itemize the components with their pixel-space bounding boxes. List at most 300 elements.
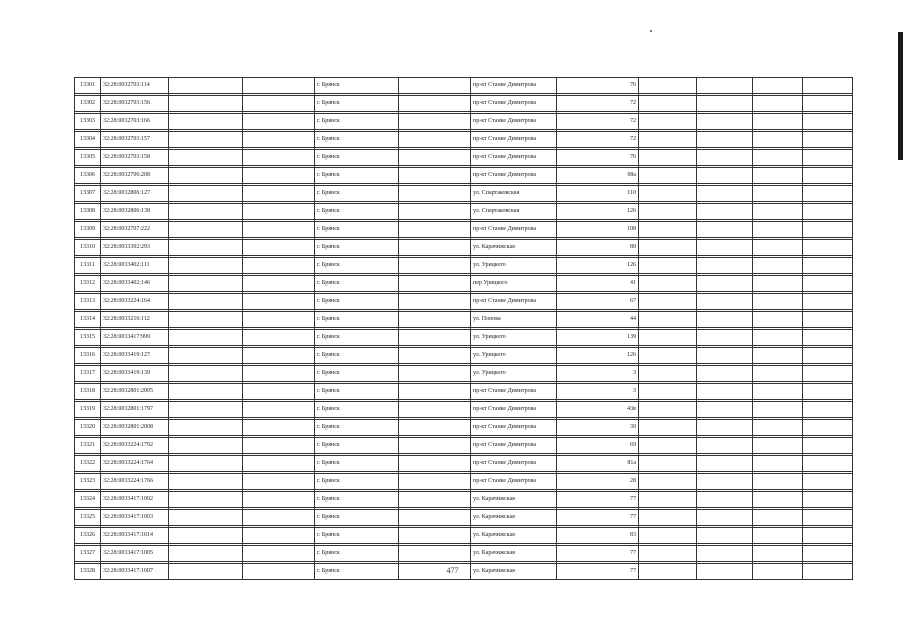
cell-city: г. Брянск bbox=[315, 276, 399, 292]
cell-empty bbox=[753, 132, 803, 148]
cell-street: пр-кт Станке Димитрова bbox=[471, 150, 557, 166]
cell-cadastral-number: 32:28:0032707:222 bbox=[101, 222, 169, 238]
cell-empty bbox=[399, 510, 471, 526]
cell-record-number: 13326 bbox=[75, 528, 101, 544]
table-row bbox=[75, 546, 853, 562]
cell-house-number: 77 bbox=[557, 564, 639, 580]
cell-empty bbox=[243, 420, 315, 436]
cell-street: пр-кт Станке Димитрова bbox=[471, 168, 557, 184]
cell-empty bbox=[639, 510, 697, 526]
cell-empty bbox=[639, 78, 697, 94]
cell-cadastral-number: 32:28:0033417:1007 bbox=[101, 564, 169, 580]
cell-empty bbox=[753, 528, 803, 544]
cell-record-number: 13318 bbox=[75, 384, 101, 400]
cell-empty bbox=[399, 474, 471, 490]
cell-house-number: 98а bbox=[557, 168, 639, 184]
table-row bbox=[75, 294, 853, 310]
cell-empty bbox=[399, 150, 471, 166]
cell-city: г. Брянск bbox=[315, 330, 399, 346]
cell-record-number: 13301 bbox=[75, 78, 101, 94]
cell-empty bbox=[803, 78, 853, 94]
cell-record-number: 13324 bbox=[75, 492, 101, 508]
cell-empty bbox=[639, 96, 697, 112]
cell-empty bbox=[399, 222, 471, 238]
page-number: 477 bbox=[446, 566, 459, 575]
cell-street: ул. Урицкого bbox=[471, 348, 557, 364]
table-row bbox=[75, 150, 853, 166]
cell-empty bbox=[697, 402, 753, 418]
cell-empty bbox=[697, 186, 753, 202]
cell-empty bbox=[753, 546, 803, 562]
cell-empty bbox=[399, 294, 471, 310]
cell-street: ул. Карачижская bbox=[471, 492, 557, 508]
cell-house-number: 126 bbox=[557, 204, 639, 220]
cell-empty bbox=[803, 456, 853, 472]
cell-empty bbox=[399, 402, 471, 418]
table-row bbox=[75, 204, 853, 220]
cell-house-number: 77 bbox=[557, 546, 639, 562]
cell-city: г. Брянск bbox=[315, 150, 399, 166]
cell-street: пр-кт Станке Димитрова bbox=[471, 474, 557, 490]
cell-empty bbox=[639, 492, 697, 508]
cell-cadastral-number: 32:28:0033419:139 bbox=[101, 366, 169, 382]
cell-street: ул. Урицкого bbox=[471, 330, 557, 346]
cell-cadastral-number: 32:28:0033417:1003 bbox=[101, 510, 169, 526]
table-row bbox=[75, 492, 853, 508]
cell-record-number: 13313 bbox=[75, 294, 101, 310]
cell-empty bbox=[243, 96, 315, 112]
cell-cadastral-number: 32:28:0033224:1764 bbox=[101, 456, 169, 472]
cell-empty bbox=[697, 420, 753, 436]
cell-house-number: 69 bbox=[557, 438, 639, 454]
cell-cadastral-number: 32:28:0033224:1766 bbox=[101, 474, 169, 490]
cell-cadastral-number: 32:28:0032801:2008 bbox=[101, 420, 169, 436]
cell-street: пр-кт Станке Димитрова bbox=[471, 402, 557, 418]
cell-empty bbox=[753, 510, 803, 526]
cell-empty bbox=[399, 420, 471, 436]
cell-street: пер Урицкого bbox=[471, 276, 557, 292]
cell-record-number: 13315 bbox=[75, 330, 101, 346]
cell-record-number: 13319 bbox=[75, 402, 101, 418]
cell-empty bbox=[639, 132, 697, 148]
cell-empty bbox=[169, 330, 243, 346]
cell-cadastral-number: 32:28:0032806:127 bbox=[101, 186, 169, 202]
cell-city: г. Брянск bbox=[315, 204, 399, 220]
cell-empty bbox=[243, 348, 315, 364]
cell-city: г. Брянск bbox=[315, 456, 399, 472]
table-row bbox=[75, 312, 853, 328]
cell-city: г. Брянск bbox=[315, 492, 399, 508]
cell-empty bbox=[697, 258, 753, 274]
cell-street: ул. Карачижская bbox=[471, 510, 557, 526]
cell-empty bbox=[169, 258, 243, 274]
cell-house-number: 67 bbox=[557, 294, 639, 310]
cell-empty bbox=[803, 420, 853, 436]
cell-empty bbox=[753, 312, 803, 328]
cell-empty bbox=[697, 456, 753, 472]
cell-empty bbox=[697, 312, 753, 328]
cell-empty bbox=[803, 150, 853, 166]
cell-empty bbox=[169, 474, 243, 490]
cell-empty bbox=[697, 96, 753, 112]
cell-empty bbox=[639, 222, 697, 238]
cell-city: г. Брянск bbox=[315, 546, 399, 562]
cell-empty bbox=[753, 492, 803, 508]
cell-empty bbox=[803, 366, 853, 382]
cell-empty bbox=[697, 492, 753, 508]
table-row bbox=[75, 474, 853, 490]
cell-house-number: 41 bbox=[557, 276, 639, 292]
cell-house-number: 139 bbox=[557, 330, 639, 346]
cell-city: г. Брянск bbox=[315, 312, 399, 328]
cell-house-number: 3 bbox=[557, 366, 639, 382]
cell-empty bbox=[697, 150, 753, 166]
cell-house-number: 72 bbox=[557, 114, 639, 130]
cell-empty bbox=[243, 186, 315, 202]
cell-empty bbox=[169, 222, 243, 238]
cell-empty bbox=[169, 186, 243, 202]
cell-empty bbox=[169, 438, 243, 454]
cell-empty bbox=[753, 474, 803, 490]
cell-empty bbox=[639, 330, 697, 346]
cell-city: г. Брянск bbox=[315, 510, 399, 526]
cell-empty bbox=[169, 276, 243, 292]
cell-empty bbox=[697, 114, 753, 130]
cell-empty bbox=[803, 294, 853, 310]
cell-empty bbox=[639, 438, 697, 454]
cell-empty bbox=[243, 402, 315, 418]
cell-record-number: 13328 bbox=[75, 564, 101, 580]
cell-empty bbox=[803, 474, 853, 490]
cell-cadastral-number: 32:28:0032703:156 bbox=[101, 96, 169, 112]
cell-empty bbox=[169, 546, 243, 562]
cell-empty bbox=[697, 438, 753, 454]
cell-cadastral-number: 32:28:0033402:111 bbox=[101, 258, 169, 274]
cell-empty bbox=[169, 114, 243, 130]
cell-city: г. Брянск bbox=[315, 114, 399, 130]
table-row bbox=[75, 222, 853, 238]
scan-edge-mark bbox=[898, 32, 903, 160]
cell-house-number: 43в bbox=[557, 402, 639, 418]
cell-cadastral-number: 32:28:0032806:138 bbox=[101, 204, 169, 220]
cell-empty bbox=[753, 78, 803, 94]
table-row bbox=[75, 456, 853, 472]
table-row bbox=[75, 186, 853, 202]
cell-city: г. Брянск bbox=[315, 564, 399, 580]
table-row bbox=[75, 348, 853, 364]
cell-city: г. Брянск bbox=[315, 78, 399, 94]
cell-record-number: 13327 bbox=[75, 546, 101, 562]
cell-cadastral-number: 32:28:0032801:1797 bbox=[101, 402, 169, 418]
cell-empty bbox=[169, 456, 243, 472]
cell-empty bbox=[169, 528, 243, 544]
cell-house-number: 81а bbox=[557, 456, 639, 472]
cell-cadastral-number: 32:28:0033224:164 bbox=[101, 294, 169, 310]
cell-empty bbox=[753, 276, 803, 292]
cell-empty bbox=[243, 456, 315, 472]
cell-street: пр-кт Станке Димитрова bbox=[471, 78, 557, 94]
cell-city: г. Брянск bbox=[315, 222, 399, 238]
cell-empty bbox=[753, 186, 803, 202]
cell-empty bbox=[169, 132, 243, 148]
cell-city: г. Брянск bbox=[315, 528, 399, 544]
cell-empty bbox=[753, 150, 803, 166]
cell-city: г. Брянск bbox=[315, 474, 399, 490]
cell-record-number: 13307 bbox=[75, 186, 101, 202]
cell-cadastral-number: 32:28:0033302:293 bbox=[101, 240, 169, 256]
cell-empty bbox=[169, 240, 243, 256]
cell-city: г. Брянск bbox=[315, 168, 399, 184]
cell-empty bbox=[243, 150, 315, 166]
cell-street: пр-кт Станке Димитрова bbox=[471, 294, 557, 310]
cell-cadastral-number: 32:28:0033417:1002 bbox=[101, 492, 169, 508]
cell-empty bbox=[399, 132, 471, 148]
cell-house-number: 76 bbox=[557, 78, 639, 94]
cell-empty bbox=[753, 456, 803, 472]
cell-record-number: 13317 bbox=[75, 366, 101, 382]
cell-empty bbox=[399, 186, 471, 202]
cell-empty bbox=[753, 240, 803, 256]
cell-empty bbox=[803, 528, 853, 544]
cell-empty bbox=[753, 384, 803, 400]
cell-empty bbox=[399, 204, 471, 220]
cell-empty bbox=[803, 546, 853, 562]
cell-empty bbox=[243, 510, 315, 526]
cell-empty bbox=[639, 312, 697, 328]
cell-empty bbox=[639, 402, 697, 418]
cell-empty bbox=[243, 258, 315, 274]
table-row bbox=[75, 96, 853, 112]
cell-cadastral-number: 32:28:0033224:1792 bbox=[101, 438, 169, 454]
cell-street: ул. Спартаковская bbox=[471, 186, 557, 202]
cell-empty bbox=[399, 240, 471, 256]
cell-empty bbox=[639, 258, 697, 274]
cell-record-number: 13316 bbox=[75, 348, 101, 364]
cell-city: г. Брянск bbox=[315, 420, 399, 436]
cell-empty bbox=[169, 168, 243, 184]
cell-house-number: 28 bbox=[557, 474, 639, 490]
cell-empty bbox=[169, 366, 243, 382]
cell-empty bbox=[399, 258, 471, 274]
cell-record-number: 13322 bbox=[75, 456, 101, 472]
cell-cadastral-number: 32:28:0033417:1014 bbox=[101, 528, 169, 544]
cell-empty bbox=[753, 258, 803, 274]
cell-empty bbox=[399, 348, 471, 364]
cell-empty bbox=[399, 366, 471, 382]
cell-cadastral-number: 32:28:0033417:1005 bbox=[101, 546, 169, 562]
table-row bbox=[75, 420, 853, 436]
cell-empty bbox=[639, 546, 697, 562]
cell-house-number: 108 bbox=[557, 222, 639, 238]
cell-empty bbox=[753, 222, 803, 238]
cell-empty bbox=[399, 114, 471, 130]
table-row bbox=[75, 402, 853, 418]
cell-empty bbox=[639, 474, 697, 490]
cell-empty bbox=[697, 276, 753, 292]
cell-street: ул. Попова bbox=[471, 312, 557, 328]
cell-city: г. Брянск bbox=[315, 294, 399, 310]
cell-cadastral-number: 32:28:0032703:158 bbox=[101, 150, 169, 166]
cell-city: г. Брянск bbox=[315, 348, 399, 364]
cell-cadastral-number: 32:28:0032801:2005 bbox=[101, 384, 169, 400]
table-row bbox=[75, 168, 853, 184]
cell-empty bbox=[639, 348, 697, 364]
cell-empty bbox=[639, 240, 697, 256]
table-row bbox=[75, 510, 853, 526]
cell-empty bbox=[399, 546, 471, 562]
cell-cadastral-number: 32:28:0033216:112 bbox=[101, 312, 169, 328]
cell-city: г. Брянск bbox=[315, 384, 399, 400]
cell-empty bbox=[243, 114, 315, 130]
cell-empty bbox=[803, 222, 853, 238]
table-row bbox=[75, 240, 853, 256]
cell-empty bbox=[399, 96, 471, 112]
cell-empty bbox=[753, 204, 803, 220]
cell-empty bbox=[697, 294, 753, 310]
cell-empty bbox=[399, 78, 471, 94]
cell-empty bbox=[169, 492, 243, 508]
cell-empty bbox=[399, 276, 471, 292]
cell-empty bbox=[803, 240, 853, 256]
cell-empty bbox=[169, 204, 243, 220]
cell-empty bbox=[639, 528, 697, 544]
cell-empty bbox=[697, 204, 753, 220]
registry-table bbox=[74, 77, 853, 580]
cell-empty bbox=[697, 78, 753, 94]
cell-street: пр-кт Станке Димитрова bbox=[471, 132, 557, 148]
cell-empty bbox=[169, 510, 243, 526]
table-row bbox=[75, 114, 853, 130]
cell-empty bbox=[697, 330, 753, 346]
cell-empty bbox=[753, 348, 803, 364]
cell-empty bbox=[697, 366, 753, 382]
cell-empty bbox=[803, 258, 853, 274]
cell-empty bbox=[803, 132, 853, 148]
cell-street: пр-кт Станке Димитрова bbox=[471, 96, 557, 112]
cell-empty bbox=[399, 492, 471, 508]
cell-empty bbox=[639, 168, 697, 184]
cell-empty bbox=[399, 456, 471, 472]
cell-cadastral-number: 32:28:0033419:127 bbox=[101, 348, 169, 364]
cell-record-number: 13302 bbox=[75, 96, 101, 112]
cell-empty bbox=[399, 312, 471, 328]
cell-empty bbox=[169, 348, 243, 364]
cell-empty bbox=[803, 492, 853, 508]
table-row bbox=[75, 132, 853, 148]
cell-empty bbox=[639, 186, 697, 202]
cell-record-number: 13303 bbox=[75, 114, 101, 130]
cell-empty bbox=[243, 168, 315, 184]
cell-house-number: 3 bbox=[557, 384, 639, 400]
cell-empty bbox=[697, 168, 753, 184]
cell-record-number: 13304 bbox=[75, 132, 101, 148]
table-row bbox=[75, 276, 853, 292]
cell-empty bbox=[243, 294, 315, 310]
cell-empty bbox=[243, 384, 315, 400]
cell-record-number: 13306 bbox=[75, 168, 101, 184]
cell-empty bbox=[243, 276, 315, 292]
cell-empty bbox=[243, 492, 315, 508]
cell-record-number: 13325 bbox=[75, 510, 101, 526]
cell-empty bbox=[243, 366, 315, 382]
cell-record-number: 13314 bbox=[75, 312, 101, 328]
cell-empty bbox=[243, 132, 315, 148]
cell-empty bbox=[753, 402, 803, 418]
cell-empty bbox=[803, 186, 853, 202]
cell-house-number: 72 bbox=[557, 132, 639, 148]
cell-record-number: 13323 bbox=[75, 474, 101, 490]
cell-empty bbox=[803, 438, 853, 454]
cell-record-number: 13310 bbox=[75, 240, 101, 256]
cell-empty bbox=[639, 150, 697, 166]
cell-cadastral-number: 32:28:0032703:166 bbox=[101, 114, 169, 130]
cell-empty bbox=[697, 510, 753, 526]
cell-record-number: 13312 bbox=[75, 276, 101, 292]
cell-empty bbox=[803, 312, 853, 328]
cell-record-number: 13321 bbox=[75, 438, 101, 454]
cell-street: ул. Урицкого bbox=[471, 366, 557, 382]
cell-empty bbox=[753, 366, 803, 382]
cell-empty bbox=[169, 78, 243, 94]
cell-empty bbox=[243, 312, 315, 328]
cell-empty bbox=[803, 510, 853, 526]
cell-empty bbox=[753, 114, 803, 130]
cell-record-number: 13309 bbox=[75, 222, 101, 238]
cell-empty bbox=[243, 204, 315, 220]
cell-street: пр-кт Станке Димитрова bbox=[471, 114, 557, 130]
cell-city: г. Брянск bbox=[315, 96, 399, 112]
cell-empty bbox=[639, 420, 697, 436]
cell-empty bbox=[639, 366, 697, 382]
cell-empty bbox=[399, 528, 471, 544]
cell-street: ул. Карачижская bbox=[471, 564, 557, 580]
cell-city: г. Брянск bbox=[315, 258, 399, 274]
cell-empty bbox=[697, 528, 753, 544]
table-row bbox=[75, 438, 853, 454]
cell-empty bbox=[697, 348, 753, 364]
cell-empty bbox=[697, 222, 753, 238]
cell-empty bbox=[803, 114, 853, 130]
cell-empty bbox=[243, 222, 315, 238]
cell-cadastral-number: 32:28:0033402:146 bbox=[101, 276, 169, 292]
cell-empty bbox=[697, 240, 753, 256]
cell-house-number: 110 bbox=[557, 186, 639, 202]
cell-empty bbox=[169, 312, 243, 328]
cell-empty bbox=[243, 474, 315, 490]
cell-street: пр-кт Станке Димитрова bbox=[471, 420, 557, 436]
cell-street: ул. Карачижская bbox=[471, 528, 557, 544]
cell-city: г. Брянск bbox=[315, 132, 399, 148]
cell-empty bbox=[803, 402, 853, 418]
cell-house-number: 126 bbox=[557, 258, 639, 274]
cell-empty bbox=[243, 546, 315, 562]
cell-empty bbox=[399, 384, 471, 400]
cell-record-number: 13308 bbox=[75, 204, 101, 220]
cell-house-number: 83 bbox=[557, 528, 639, 544]
cell-house-number: 44 bbox=[557, 312, 639, 328]
cell-street: пр-кт Станке Димитрова bbox=[471, 456, 557, 472]
cell-empty bbox=[639, 294, 697, 310]
cell-empty bbox=[169, 402, 243, 418]
cell-empty bbox=[639, 276, 697, 292]
cell-empty bbox=[169, 294, 243, 310]
cell-cadastral-number: 32:28:0032706:208 bbox=[101, 168, 169, 184]
cell-street: пр-кт Станке Димитрова bbox=[471, 384, 557, 400]
cell-empty bbox=[697, 132, 753, 148]
cell-empty bbox=[803, 330, 853, 346]
cell-house-number: 39 bbox=[557, 420, 639, 436]
cell-city: г. Брянск bbox=[315, 186, 399, 202]
